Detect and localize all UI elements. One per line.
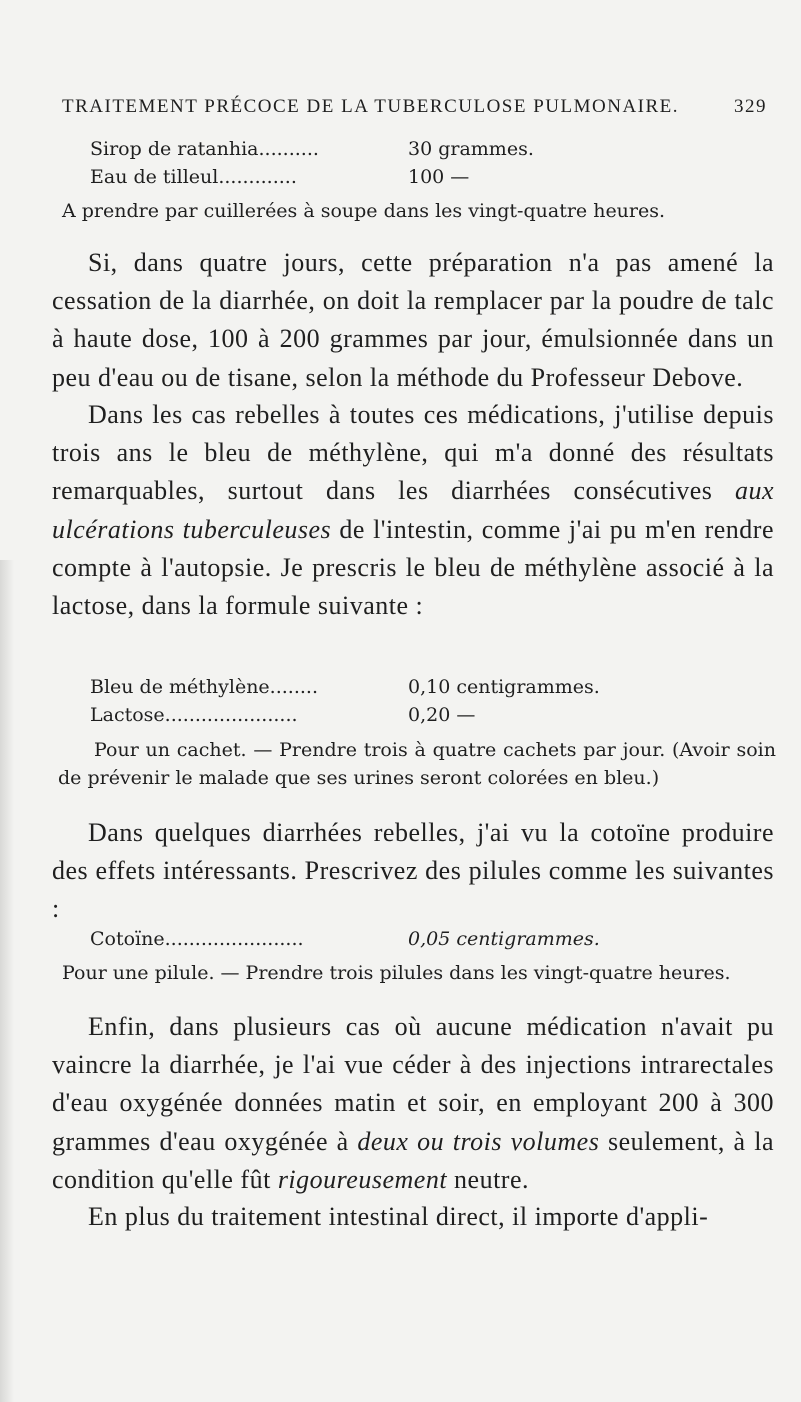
formula3-qty: 0,05 centigrammes. bbox=[408, 928, 600, 950]
paragraph-methylene-italic: aux ulcérations tuberculeuses bbox=[52, 476, 774, 544]
formula2-row-1 bbox=[90, 676, 600, 699]
formula3-name: Cotoïne....................... bbox=[90, 928, 304, 950]
paragraph-talc: Si, dans quatre jours, cette préparation n'a pas amené la cessation de la diarrhée, on doit la remplacer par la poudre de talc à haute dose, 100 à 200 grammes par jour, émulsionnée dans un peu d'eau ou de tisane, selon la méthode du Professeur Debove. bbox=[52, 248, 774, 392]
paragraph-oxygenated-italic-2: rigoureusement bbox=[277, 1164, 448, 1194]
formula2-row-2-qty: 0,20 — bbox=[408, 704, 476, 726]
formula2-row-1-qty: 0,10 centigrammes. bbox=[408, 676, 600, 698]
formula2-row-1-name: Bleu de méthylène........ bbox=[90, 676, 318, 698]
page-number: 329 bbox=[734, 96, 767, 117]
formula1-instruction: A prendre par cuillerées à soupe dans les vingt-quatre heures. bbox=[62, 200, 666, 222]
paragraph-oxygenated-text-2: seulement, à la condition qu'elle fût bbox=[52, 1126, 775, 1194]
formula1-row-2-name: Eau de tilleul............. bbox=[90, 166, 297, 188]
formula1-row-1-name: Sirop de ratanhia.......... bbox=[90, 138, 319, 160]
formula1-row-1-qty: 30 grammes. bbox=[408, 138, 534, 160]
paragraph-oxygenated-text-3: neutre. bbox=[447, 1164, 530, 1194]
paragraph-oxygenated-text-1: Enfin, dans plusieurs cas où aucune médication n'avait pu vaincre la diarrhée, je l'ai vue céder à des injections intrarectales d'eau oxygénée données matin et soir, en employant 200 à 300 grammes d'eau oxygénée à bbox=[52, 1012, 774, 1156]
formula3-row bbox=[90, 928, 600, 951]
header-title: TRAITEMENT PRÉCOCE DE LA TUBERCULOSE PULMONAIRE. bbox=[62, 96, 680, 117]
paragraph-methylene-text-1: Dans les cas rebelles à toutes ces médications, j'utilise depuis trois ans le bleu de méthylène, qui m'a donné des résultats remarquables, surtout dans les diarrhées consécutives bbox=[52, 400, 774, 506]
running-header bbox=[62, 96, 767, 118]
page-edge-shadow bbox=[0, 560, 14, 1402]
paragraph-cotoine: Dans quelques diarrhées rebelles, j'ai vu la cotoïne produire des effets intéressants. Prescrivez des pilules comme les suivantes : bbox=[52, 818, 774, 924]
formula1-row-1 bbox=[90, 138, 534, 161]
formula2-row-2 bbox=[90, 704, 475, 727]
paragraph-oxygenated-water bbox=[52, 1008, 774, 1199]
formula2-row-2-name: Lactose...................... bbox=[90, 704, 298, 726]
formula2-note: Pour un cachet. — Prendre trois à quatre cachets par jour. (Avoir soin de prévenir le malade que ses urines seront colorées en bleu.) bbox=[58, 739, 776, 789]
paragraph-methylene-text-2: de l'intestin, comme j'ai pu m'en rendre compte à l'autopsie. Je prescris le bleu de méthylène associé à la lactose, dans la formule suivante : bbox=[52, 514, 775, 621]
paragraph-oxygenated-italic-1: deux ou trois volumes bbox=[357, 1126, 600, 1156]
paragraph-methylene bbox=[52, 396, 774, 625]
formula1-row-2 bbox=[90, 166, 469, 189]
formula3-instruction: Pour une pilule. — Prendre trois pilules dans les vingt-quatre heures. bbox=[62, 962, 731, 984]
paragraph-intestinal: En plus du traitement intestinal direct, il importe d'appli- bbox=[88, 1202, 709, 1231]
formula1-row-2-qty: 100 — bbox=[408, 166, 470, 188]
